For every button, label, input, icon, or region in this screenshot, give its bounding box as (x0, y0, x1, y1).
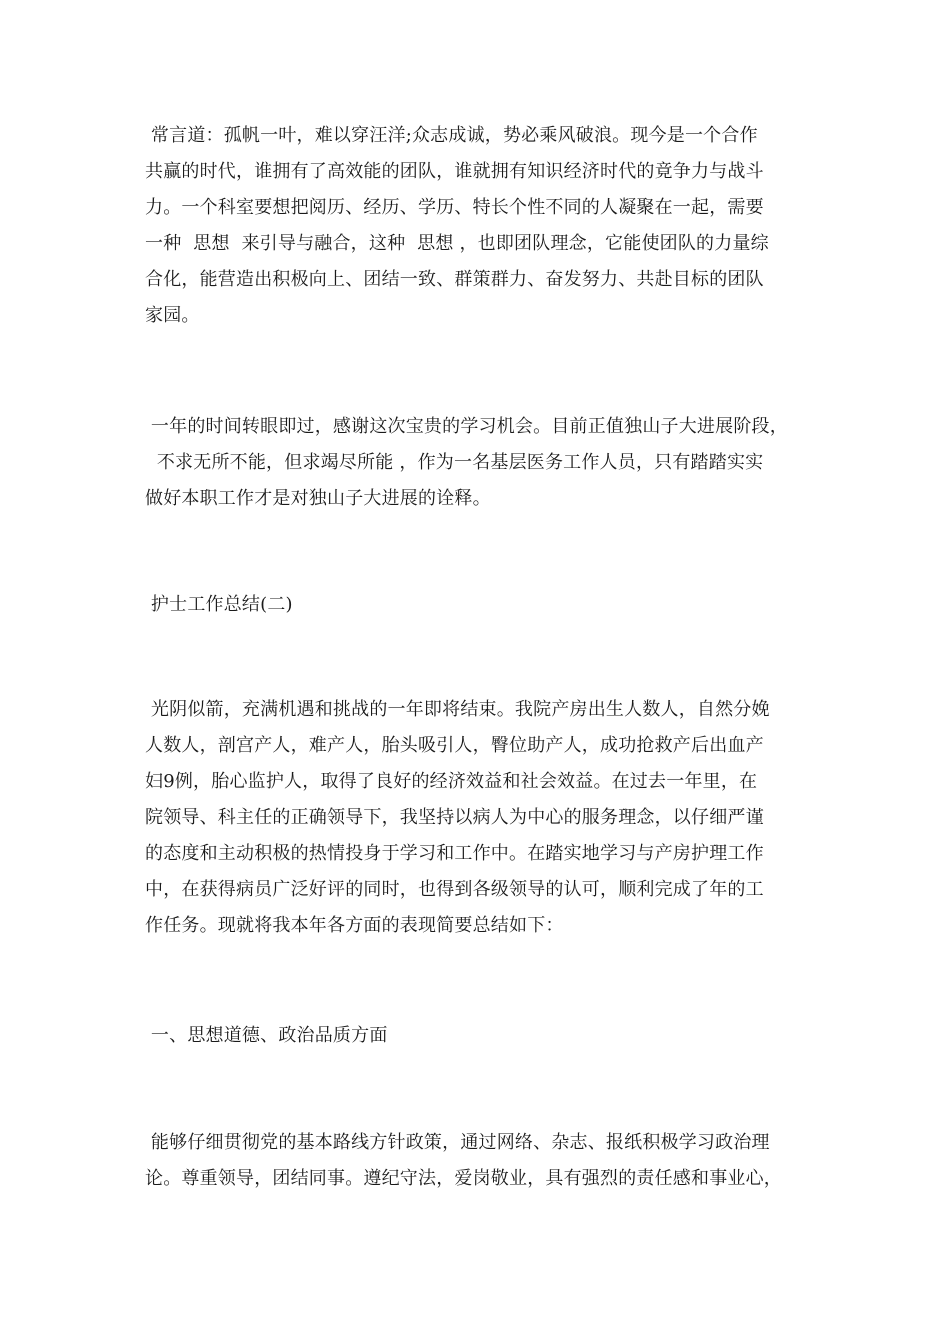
text-line: 妇9例，胎心监护人，取得了良好的经济效益和社会效益。在过去一年里，在 (145, 771, 758, 792)
text-line: 一年的时间转眼即过，感谢这次宝贵的学习机会。目前正值独山子大进展阶段， (145, 416, 788, 437)
paragraph-gratitude (145, 409, 815, 517)
text-line: 的态度和主动积极的热情投身于学习和工作中。在踏实地学习与产房护理工作 (145, 843, 764, 864)
text-line: 院领导、科主任的正确领导下，我坚持以病人为中心的服务理念，以仔细严谨 (145, 807, 764, 828)
section-heading-ideology (145, 1018, 815, 1054)
paragraph-annual-overview (145, 692, 815, 944)
text-line: 家园。 (145, 305, 200, 326)
paragraph-teamwork (145, 118, 815, 334)
heading-text: 护士工作总结(二) (145, 594, 293, 615)
text-line: 能够仔细贯彻党的基本路线方针政策，通过网络、杂志、报纸积极学习政治理 (145, 1132, 770, 1153)
text-line: 中，在获得病员广泛好评的同时，也得到各级领导的认可，顺利完成了年的工 (145, 879, 764, 900)
heading-text: 一、思想道德、政治品质方面 (145, 1025, 388, 1046)
text-line: 合化，能营造出积极向上、团结一致、群策群力、奋发努力、共赴目标的团队 (145, 269, 764, 290)
text-line: 作任务。现就将我本年各方面的表现简要总结如下： (145, 915, 564, 936)
text-line: 力。一个科室要想把阅历、经历、学历、特长个性不同的人凝聚在一起，需要 (145, 197, 764, 218)
text-line: 光阴似箭，充满机遇和挑战的一年即将结束。我院产房出生人数人，自然分娩 (145, 699, 770, 720)
text-line: 不求无所不能，但求竭尽所能 ，作为一名基层医务工作人员，只有踏踏实实 (145, 452, 764, 473)
text-line: 常言道：孤帆一叶，难以穿汪洋;众志成诚，势必乘风破浪。现今是一个合作 (145, 125, 758, 146)
text-line: 一种 思想 来引导与融合，这种 思想 ，也即团队理念，它能使团队的力量综 (145, 233, 769, 254)
text-line: 共赢的时代，谁拥有了高效能的团队，谁就拥有知识经济时代的竟争力与战斗 (145, 161, 764, 182)
text-line: 人数人，剖宫产人，难产人，胎头吸引人，臀位助产人，成功抢救产后出血产 (145, 735, 764, 756)
text-line: 论。尊重领导，团结同事。遵纪守法，爱岗敬业，具有强烈的责任感和事业心， (145, 1168, 782, 1189)
text-line: 做好本职工作才是对独山子大进展的诠释。 (145, 488, 491, 509)
section-heading-nurse-summary (145, 587, 815, 623)
paragraph-political-study (145, 1125, 815, 1197)
